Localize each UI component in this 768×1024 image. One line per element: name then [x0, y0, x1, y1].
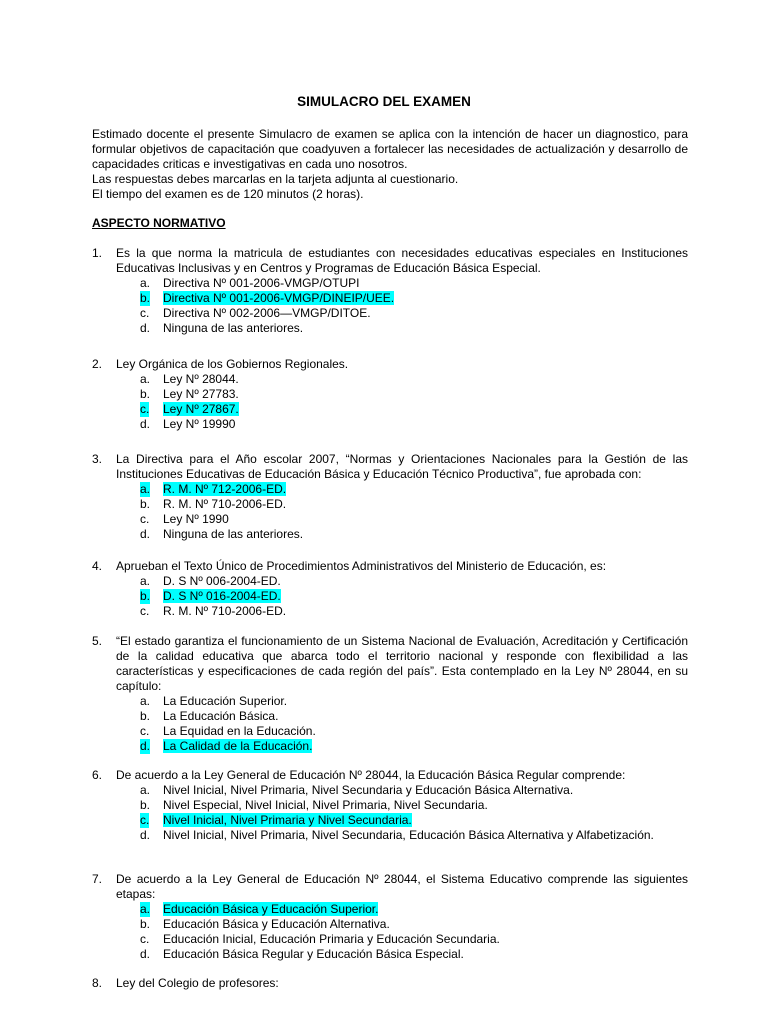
option-text: Nivel Inicial, Nivel Primaria, Nivel Secundaria y Educación Básica Alternativa.	[163, 783, 574, 797]
section-heading: ASPECTO NORMATIVO	[92, 216, 226, 230]
option-b	[92, 497, 688, 512]
option-letter: b.	[140, 291, 151, 305]
option-text: Nivel Especial, Nivel Inicial, Nivel Primaria, Nivel Secundaria.	[163, 798, 488, 812]
option-c	[92, 813, 688, 828]
option-letter: a.	[140, 694, 151, 708]
question-text: “El estado garantiza el funcionamiento de un Sistema Nacional de Evaluación, Acreditación y Certificación de la calidad educativa que abarca todo el territorio nacional y responde con flexibilidad a las características y especificaciones de cada región del país”. Esta contemplado en la Ley Nº 28044, en su capítulo:	[116, 634, 688, 693]
option-letter: a.	[140, 276, 151, 290]
question-text: De acuerdo a la Ley General de Educación Nº 28044, la Educación Básica Regular comprende:	[116, 768, 626, 782]
option-letter: b.	[140, 798, 151, 812]
question-3	[92, 452, 688, 542]
option-text: Educación Básica Regular y Educación Básica Especial.	[163, 947, 464, 961]
option-d	[92, 828, 688, 843]
option-letter: d.	[140, 828, 151, 842]
option-text: D. S Nº 006-2004-ED.	[163, 574, 281, 588]
option-letter: b.	[140, 387, 151, 401]
option-c	[92, 932, 688, 947]
option-d	[92, 527, 688, 542]
option-letter: c.	[140, 932, 150, 946]
option-letter: b.	[140, 589, 151, 603]
option-a	[92, 482, 688, 497]
option-text: Ley Nº 27783.	[163, 387, 239, 401]
options-list	[92, 372, 688, 432]
intro-paragraph	[92, 127, 688, 202]
option-b	[92, 387, 688, 402]
option-text: Ley Nº 19990	[163, 417, 236, 431]
option-letter: d.	[140, 321, 151, 335]
option-text-highlighted: La Calidad de la Educación.	[163, 739, 313, 753]
option-a	[92, 694, 688, 709]
option-text: La Educación Superior.	[163, 694, 288, 708]
option-text: Ley Nº 1990	[163, 512, 229, 526]
question-number: 4.	[92, 559, 103, 573]
option-letter: d.	[140, 739, 151, 753]
question-4	[92, 559, 688, 619]
intro-line: Estimado docente el presente Simulacro de examen se aplica con la intención de hacer un diagnostico, para formular objetivos de capacitación que coadyuven a fortalecer las necesidades de actualización y desarrollo de capacidades criticas e investigativas en cada uno nosotros.	[92, 127, 688, 171]
question-5	[92, 634, 688, 754]
document-title: SIMULACRO DEL EXAMEN	[297, 94, 471, 109]
question-8	[92, 976, 688, 991]
option-letter: b.	[140, 497, 151, 511]
option-b	[92, 917, 688, 932]
option-letter: d.	[140, 417, 151, 431]
option-c	[92, 604, 688, 619]
options-list	[92, 276, 688, 336]
option-a	[92, 574, 688, 589]
question-7	[92, 872, 688, 962]
option-letter: a.	[140, 574, 151, 588]
option-text: R. M. Nº 710-2006-ED.	[163, 497, 287, 511]
option-letter: a.	[140, 783, 151, 797]
option-a	[92, 372, 688, 387]
question-number: 1.	[92, 246, 103, 260]
option-letter: a.	[140, 902, 151, 916]
option-text: Ninguna de las anteriores.	[163, 321, 304, 335]
option-text: Ley Nº 28044.	[163, 372, 239, 386]
question-number: 7.	[92, 872, 103, 886]
option-letter: a.	[140, 372, 151, 386]
option-letter: d.	[140, 527, 151, 541]
option-d	[92, 947, 688, 962]
option-d	[92, 739, 688, 754]
options-list	[92, 482, 688, 542]
option-b	[92, 798, 688, 813]
question-number: 3.	[92, 452, 103, 466]
option-text-highlighted: R. M. Nº 712-2006-ED.	[163, 482, 287, 496]
question-number: 8.	[92, 976, 103, 990]
question-number: 5.	[92, 634, 103, 648]
option-c	[92, 512, 688, 527]
question-1	[92, 246, 688, 336]
question-text: Ley del Colegio de profesores:	[116, 976, 279, 990]
question-2	[92, 357, 688, 432]
option-c	[92, 724, 688, 739]
option-letter: b.	[140, 917, 151, 931]
options-list	[92, 783, 688, 843]
option-text: Ninguna de las anteriores.	[163, 527, 304, 541]
option-letter: a.	[140, 482, 151, 496]
question-text: Aprueban el Texto Único de Procedimientos Administrativos del Ministerio de Educación, es:	[116, 559, 607, 573]
option-letter: c.	[140, 724, 150, 738]
option-text: Directiva Nº 001-2006-VMGP/OTUPI	[163, 276, 360, 290]
option-b	[92, 709, 688, 724]
question-text: De acuerdo a la Ley General de Educación Nº 28044, el Sistema Educativo comprende las siguientes etapas:	[116, 872, 688, 901]
option-text-highlighted: Directiva Nº 001-2006-VMGP/DINEIP/UEE.	[163, 291, 395, 305]
options-list	[92, 574, 688, 619]
option-c	[92, 402, 688, 417]
question-text: Ley Orgánica de los Gobiernos Regionales.	[116, 357, 349, 371]
option-text: La Educación Básica.	[163, 709, 279, 723]
option-letter: b.	[140, 709, 151, 723]
option-text: R. M. Nº 710-2006-ED.	[163, 604, 287, 618]
option-d	[92, 417, 688, 432]
option-a	[92, 276, 688, 291]
question-6	[92, 768, 688, 843]
option-b	[92, 589, 688, 604]
option-d	[92, 321, 688, 336]
option-text: Directiva Nº 002-2006—VMGP/DITOE.	[163, 306, 371, 320]
options-list	[92, 694, 688, 754]
option-letter: c.	[140, 813, 150, 827]
option-b	[92, 291, 688, 306]
option-text: La Equidad en la Educación.	[163, 724, 316, 738]
question-number: 6.	[92, 768, 103, 782]
option-letter: c.	[140, 604, 150, 618]
question-text: Es la que norma la matricula de estudiantes con necesidades educativas especiales en Instituciones Educativas Inclusivas y en Centros y Programas de Educación Básica Especial.	[116, 246, 688, 275]
option-text: Nivel Inicial, Nivel Primaria, Nivel Secundaria, Educación Básica Alternativa y Alfabetización.	[163, 828, 654, 842]
option-text-highlighted: Ley Nº 27867.	[163, 402, 239, 416]
option-a	[92, 902, 688, 917]
option-letter: c.	[140, 512, 150, 526]
option-letter: c.	[140, 306, 150, 320]
option-c	[92, 306, 688, 321]
intro-line: El tiempo del examen es de 120 minutos (2 horas).	[92, 187, 364, 201]
option-text-highlighted: D. S Nº 016-2004-ED.	[163, 589, 281, 603]
option-text: Educación Básica y Educación Alternativa.	[163, 917, 390, 931]
option-text-highlighted: Educación Básica y Educación Superior.	[163, 902, 379, 916]
option-text: Educación Inicial, Educación Primaria y Educación Secundaria.	[163, 932, 500, 946]
option-text-highlighted: Nivel Inicial, Nivel Primaria y Nivel Secundaria.	[163, 813, 412, 827]
question-number: 2.	[92, 357, 103, 371]
options-list	[92, 902, 688, 962]
intro-line: Las respuestas debes marcarlas en la tarjeta adjunta al cuestionario.	[92, 172, 459, 186]
option-letter: c.	[140, 402, 150, 416]
option-letter: d.	[140, 947, 151, 961]
option-a	[92, 783, 688, 798]
question-text: La Directiva para el Año escolar 2007, “Normas y Orientaciones Nacionales para la Gestión de las Instituciones Educativas de Educación Básica y Educación Técnico Productiva”, fue aprobada con:	[116, 452, 688, 481]
